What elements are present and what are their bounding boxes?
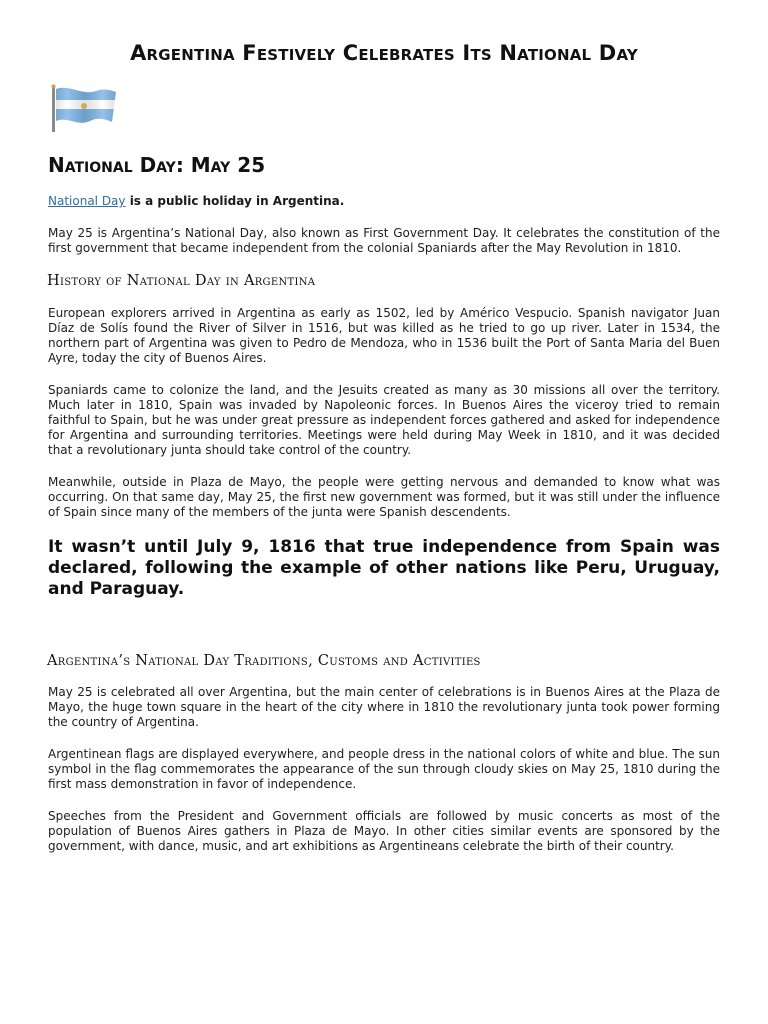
history-heading: History of National Day in Argentina <box>47 273 316 290</box>
national-day-link[interactable]: National Day <box>48 194 126 209</box>
document-page <box>48 40 720 854</box>
traditions-paragraph-1: May 25 is celebrated all over Argentina, but the main center of celebrations is in Buenos Aires at the Plaza de Mayo, the huge town square in the heart of the city where in 1810 the revolutionary junta took power forming the country of Argentina. <box>48 685 720 730</box>
traditions-paragraph-3: Speeches from the President and Government officials are followed by music concerts as most of the population of Buenos Aires gathers in Plaza de Mayo. In other cities similar events are sponsored by the government, with dance, music, and art exhibitions as Argentineans celebrate the birth of their country. <box>48 809 720 854</box>
section-spacer <box>48 600 720 636</box>
argentina-flag-icon <box>50 84 720 134</box>
history-paragraph-3: Meanwhile, outside in Plaza de Mayo, the people were getting nervous and demanded to know what was occurring. On that same day, May 25, the first new government was formed, but it was still under the influence of Spain since many of the members of the junta were Spanish descendents. <box>48 474 720 519</box>
intro-line-text: is a public holiday in Argentina. <box>125 194 345 209</box>
flag-pole <box>52 86 55 132</box>
flag-pole-finial <box>52 85 56 89</box>
history-paragraph-2: Spaniards came to colonize the land, and the Jesuits created as many as 30 missions all over the territory. Much later in 1810, Spain was invaded by Napoleonic forces. In Buenos Aires the viceroy tried to remain faithful to Spain, but he was under great pressure as independent forces gathered and asked for independence for Argentina and surrounding territories. Meetings were held during May Week in 1810, and it was decided that a revolutionary junta should take control of the country. <box>48 382 720 457</box>
traditions-paragraph-2: Argentinean flags are displayed everywhere, and people dress in the national colors of white and blue. The sun symbol in the flag commemorates the appearance of the sun through cloudy skies on May 25, 1810 during the first mass demonstration in favor of independence. <box>48 747 720 792</box>
national-day-heading: National Day: May 25 <box>48 153 266 178</box>
traditions-heading: Argentina’s National Day Traditions, Customs and Activities <box>47 652 481 669</box>
flag-graphic <box>50 84 120 134</box>
page-title: Argentina Festively Celebrates Its National Day <box>130 41 638 65</box>
independence-callout: It wasn’t until July 9, 1816 that true independence from Spain was declared, following the example of other nations like Peru, Uruguay, and Paraguay. <box>48 536 720 599</box>
intro-paragraph: May 25 is Argentina’s National Day, also known as First Government Day. It celebrates the constitution of the first government that became independent from the colonial Spaniards after the May Revolution in 1810. <box>48 226 720 256</box>
history-paragraph-1: European explorers arrived in Argentina as early as 1502, led by Américo Vespucio. Spanish navigator Juan Díaz de Solís found the River of Silver in 1516, but was killed as he tried to go up river. Later in 1534, the northern part of Argentina was given to Pedro de Mendoza, who in 1536 built the Port of Santa Maria del Buen Ayre, today the city of Buenos Aires. <box>48 305 720 365</box>
intro-line <box>48 194 720 209</box>
